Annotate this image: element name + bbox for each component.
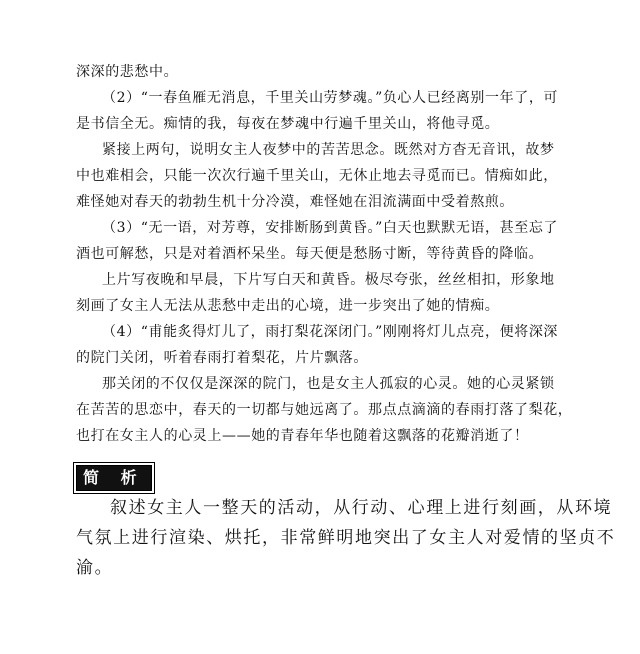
text-line: 深深的悲愁中。 bbox=[76, 64, 179, 80]
analysis-line: 叙述女主人一整天的活动，从行动、心理上进行刻画，从环境 bbox=[110, 498, 613, 518]
analysis-line: 气氛上进行渲染、烘托，非常鲜明地突出了女主人对爱情的坚贞不 bbox=[76, 528, 616, 548]
text-line: 在苦苦的思恋中，春天的一切都与她远离了。那点点滴滴的春雨打落了梨花， bbox=[76, 402, 573, 418]
text-line: （3）“无一语，对芳尊，安排断肠到黄昏。”白天也默默无语，甚至忘了 bbox=[102, 220, 559, 236]
text-line: 难怪她对春天的勃勃生机十分冷漠，难怪她在泪流满面中受着熬煎。 bbox=[76, 194, 514, 210]
text-line: 中也难相会，只能一次次行遍千里关山，无休止地去寻觅而已。情痴如此， bbox=[76, 168, 558, 184]
analysis-line: 渝。 bbox=[76, 558, 114, 578]
text-line: （2）“一春鱼雁无消息，千里关山劳梦魂。”负心人已经离别一年了，可 bbox=[102, 90, 559, 106]
text-line: （4）“甫能炙得灯儿了，雨打梨花深闭门。”刚刚将灯儿点亮，便将深深 bbox=[102, 324, 559, 340]
text-line: 也打在女主人的心灵上——她的青春年华也随着这飘落的花瓣消逝了！ bbox=[76, 428, 529, 444]
text-line: 酒也可解愁，只是对着酒杯呆坐。每天便是愁肠寸断，等待黄昏的降临。 bbox=[76, 246, 544, 262]
analysis-heading: 简 析 bbox=[76, 465, 152, 491]
text-line: 那关闭的不仅仅是深深的院门，也是女主人孤寂的心灵。她的心灵紧锁 bbox=[102, 376, 555, 392]
text-line: 刻画了女主人无法从悲愁中走出的心境，进一步突出了她的情痴。 bbox=[76, 298, 500, 314]
text-line: 的院门关闭，听着春雨打着梨花，片片飘落。 bbox=[76, 350, 368, 366]
text-line: 紧接上两句，说明女主人夜梦中的苦苦思念。既然对方杳无音讯，故梦 bbox=[102, 142, 555, 158]
text-line: 是书信全无。痴情的我，每夜在梦魂中行遍千里关山，将他寻觅。 bbox=[76, 116, 500, 132]
text-line: 上片写夜晚和早晨，下片写白天和黄昏。极尽夸张，丝丝相扣，形象地 bbox=[102, 272, 555, 288]
